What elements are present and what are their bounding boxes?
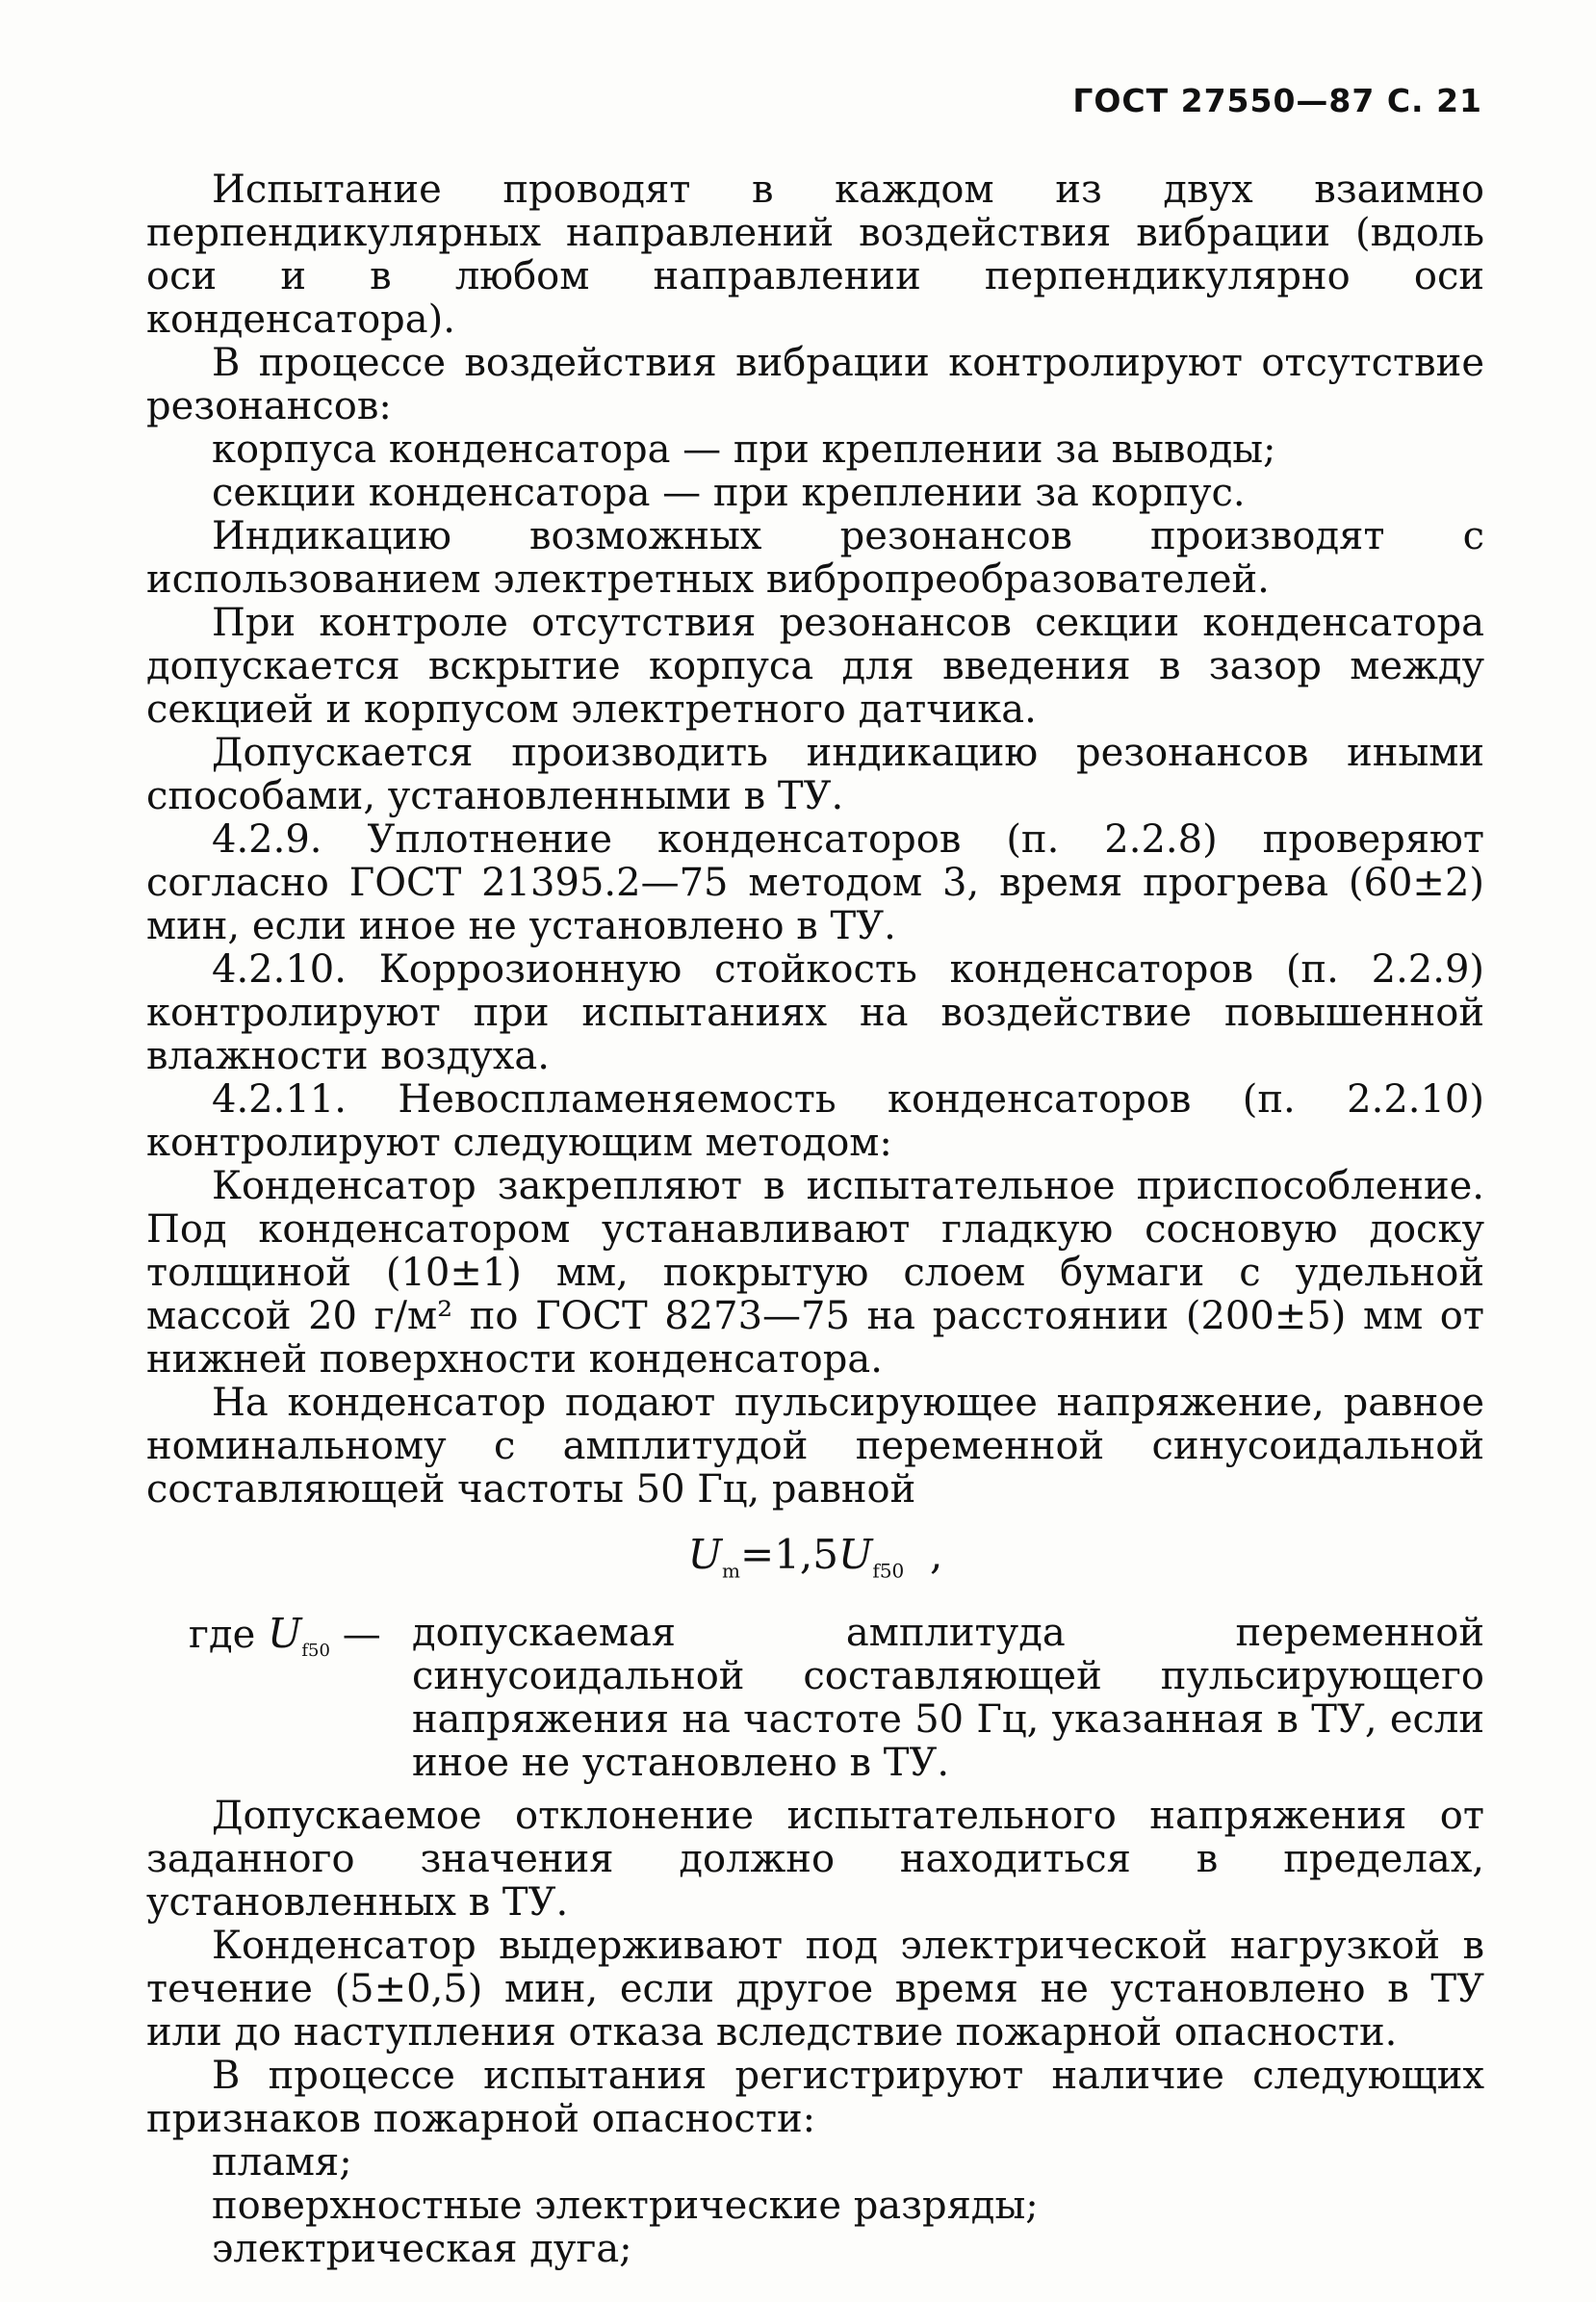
where-symbol-sub: f50 bbox=[301, 1641, 330, 1662]
paragraph: Конденсатор закрепляют в испытательное приспособление. Под конденсатором устанавливают гладкую сосновую доску толщиной (10±1) мм, покрытую слоем бумаги с удельной массой 20 г/м² по ГОСТ 8273—75 на расстоянии (200±5) мм от нижней поверхности конденсатора. bbox=[146, 1164, 1484, 1382]
paragraph: Конденсатор выдерживают под электрической нагрузкой в течение (5±0,5) мин, если другое время не установлено в ТУ или до наступления отказа вследствие пожарной опасности. bbox=[146, 1924, 1484, 2056]
paragraph: Индикацию возможных резонансов производят с использованием электретных вибропреобразователей. bbox=[146, 514, 1484, 602]
body-text bbox=[146, 168, 1484, 2271]
list-item: электрическая дуга; bbox=[212, 2227, 632, 2272]
paragraph: В процессе воздействия вибрации контролируют отсутствие резонансов: bbox=[146, 341, 1484, 428]
formula bbox=[146, 1533, 1484, 1592]
paragraph: Допускается производить индикацию резонансов иными способами, установленными в ТУ. bbox=[146, 731, 1484, 818]
formula-rhs: U bbox=[838, 1531, 873, 1578]
formula-rhs-sub: f50 bbox=[872, 1559, 905, 1583]
where-lead bbox=[189, 1612, 381, 1672]
list-item: корпуса конденсатора — при креплении за выводы; bbox=[212, 427, 1276, 472]
formula-lhs-sub: m bbox=[722, 1559, 741, 1583]
where-text: допускаемая амплитуда переменной синусоидальной составляющей пульсирующего напряжения на частоте 50 Гц, указанная в ТУ, если иное не установлено в ТУ. bbox=[412, 1611, 1484, 1786]
paragraph: На конденсатор подают пульсирующее напряжение, равное номинальному с амплитудой переменной синусоидальной составляющей частоты 50 Гц, равной bbox=[146, 1381, 1484, 1512]
formula-lhs: U bbox=[687, 1531, 723, 1578]
page-header: ГОСТ 27550—87 С. 21 bbox=[1072, 82, 1482, 119]
where-word: где bbox=[189, 1613, 256, 1658]
clause-4-2-9: 4.2.9. Уплотнение конденсаторов (п. 2.2.8) проверяют согласно ГОСТ 21395.2—75 методом 3, время прогрева (60±2) мин, если иное не установлено в ТУ. bbox=[146, 817, 1484, 948]
paragraph: При контроле отсутствия резонансов секции конденсатора допускается вскрытие корпуса для введения в зазор между секцией и корпусом электретного датчика. bbox=[146, 601, 1484, 732]
paragraph: Допускаемое отклонение испытательного напряжения от заданного значения должно находиться в пределах, установленных в ТУ. bbox=[146, 1794, 1484, 1926]
paragraph: В процессе испытания регистрируют наличие следующих признаков пожарной опасности: bbox=[146, 2054, 1484, 2142]
list-item: секции конденсатора — при креплении за корпус. bbox=[212, 471, 1246, 515]
clause-4-2-10: 4.2.10. Коррозионную стойкость конденсаторов (п. 2.2.9) контролируют при испытаниях на воздействие повышенной влажности воздуха. bbox=[146, 947, 1484, 1078]
list-item: поверхностные электрические разряды; bbox=[212, 2184, 1039, 2229]
formula-eq: =1,5 bbox=[740, 1531, 839, 1578]
clause-4-2-11: 4.2.11. Невоспламеняемость конденсаторов (п. 2.2.10) контролируют следующим методом: bbox=[146, 1077, 1484, 1165]
where-dash: — bbox=[342, 1613, 381, 1658]
formula-tail: , bbox=[929, 1531, 943, 1578]
where-clause bbox=[146, 1612, 1484, 1785]
where-symbol: U bbox=[267, 1610, 302, 1658]
paragraph: Испытание проводят в каждом из двух взаимно перпендикулярных направлений воздействия вибрации (вдоль оси и в любом направлении перпендикулярно оси конденсатора). bbox=[146, 168, 1484, 342]
list-item: пламя; bbox=[212, 2140, 352, 2186]
